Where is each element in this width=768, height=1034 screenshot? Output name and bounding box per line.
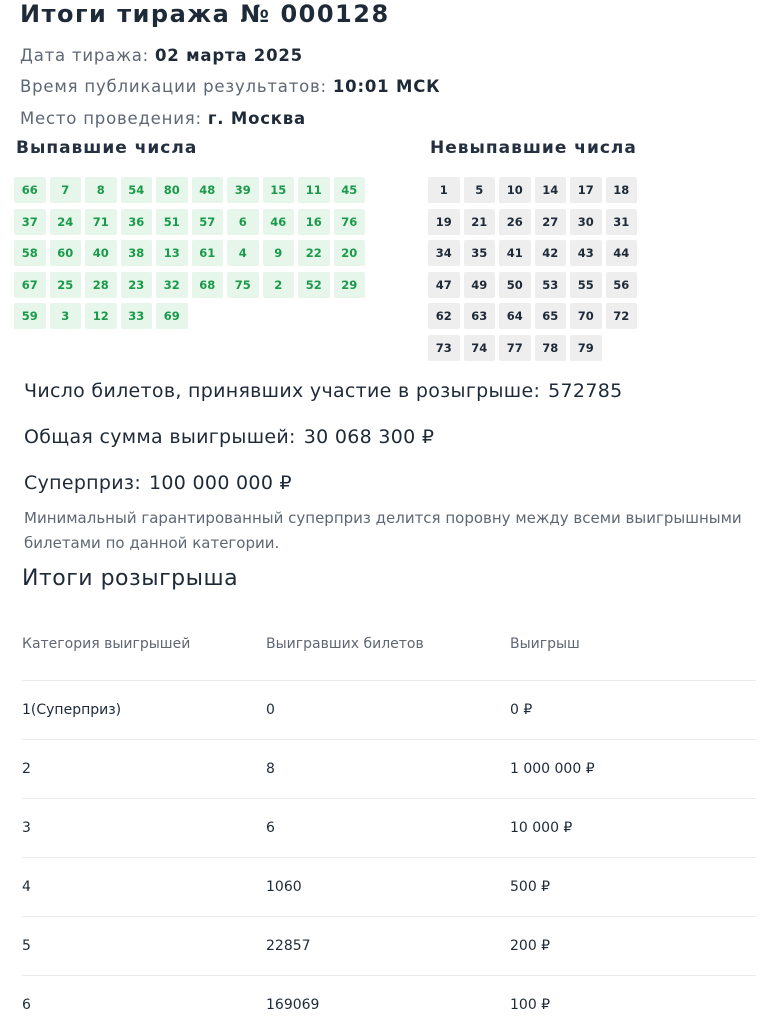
drawn-number-cell: 71 — [85, 209, 117, 235]
drawn-number-cell: 8 — [85, 177, 117, 203]
row-category: 2 — [22, 761, 31, 777]
undrawn-number-cell: 73 — [428, 335, 460, 361]
drawn-number-cell: 57 — [192, 209, 224, 235]
drawn-number-cell: 16 — [298, 209, 330, 235]
drawn-number-cell: 38 — [121, 240, 153, 266]
undrawn-number-cell: 41 — [499, 240, 531, 266]
undrawn-number-cell: 35 — [464, 240, 496, 266]
drawn-number-cell: 58 — [14, 240, 46, 266]
table-row — [0, 975, 768, 1034]
undrawn-number-cell: 18 — [606, 177, 638, 203]
publish-time-value: 10:01 МСК — [332, 77, 441, 96]
publish-time-label: Время публикации результатов: — [20, 77, 327, 96]
drawn-number-cell: 12 — [85, 303, 117, 329]
drawn-numbers-heading: Выпавшие числа — [16, 138, 198, 158]
undrawn-number-cell: 56 — [606, 272, 638, 298]
drawn-number-cell: 4 — [227, 240, 259, 266]
table-row — [0, 680, 768, 739]
undrawn-number-cell: 26 — [499, 209, 531, 235]
drawn-number-cell: 68 — [192, 272, 224, 298]
column-header-category: Категория выигрышей — [22, 636, 191, 652]
results-table-header — [0, 636, 768, 662]
undrawn-number-cell: 53 — [535, 272, 567, 298]
drawn-number-cell: 80 — [156, 177, 188, 203]
page-title: Итоги тиража № 000128 — [20, 0, 390, 28]
row-divider — [22, 916, 756, 917]
undrawn-number-cell: 43 — [570, 240, 602, 266]
undrawn-number-cell: 63 — [464, 303, 496, 329]
row-prize: 1 000 000 ₽ — [510, 761, 595, 777]
row-divider — [22, 857, 756, 858]
undrawn-number-cell: 64 — [499, 303, 531, 329]
undrawn-number-cell: 21 — [464, 209, 496, 235]
row-prize: 100 ₽ — [510, 997, 551, 1013]
undrawn-number-cell: 55 — [570, 272, 602, 298]
superprize-value: 100 000 000 ₽ — [149, 472, 292, 494]
undrawn-number-cell: 70 — [570, 303, 602, 329]
undrawn-number-cell: 77 — [499, 335, 531, 361]
drawn-number-cell: 36 — [121, 209, 153, 235]
drawn-number-cell: 7 — [50, 177, 82, 203]
drawn-number-cell: 13 — [156, 240, 188, 266]
drawn-number-cell: 76 — [334, 209, 366, 235]
row-prize: 500 ₽ — [510, 879, 551, 895]
drawn-number-cell: 32 — [156, 272, 188, 298]
undrawn-numbers-heading: Невыпавшие числа — [430, 138, 637, 158]
drawn-number-cell: 69 — [156, 303, 188, 329]
draw-place — [20, 109, 306, 128]
row-winners: 169069 — [266, 997, 320, 1013]
undrawn-number-cell: 17 — [570, 177, 602, 203]
undrawn-number-cell: 34 — [428, 240, 460, 266]
drawn-number-cell: 15 — [263, 177, 295, 203]
row-category: 1(Суперприз) — [22, 702, 122, 718]
drawn-number-cell: 40 — [85, 240, 117, 266]
undrawn-number-cell: 74 — [464, 335, 496, 361]
draw-date-label: Дата тиража: — [20, 46, 150, 65]
table-row — [0, 916, 768, 975]
drawn-number-cell: 29 — [334, 272, 366, 298]
column-header-winners: Выигравших билетов — [266, 636, 424, 652]
undrawn-number-cell: 31 — [606, 209, 638, 235]
drawn-numbers-grid — [14, 177, 365, 329]
row-category: 4 — [22, 879, 31, 895]
drawn-number-cell: 39 — [227, 177, 259, 203]
column-header-prize: Выигрыш — [510, 636, 580, 652]
drawn-number-cell: 66 — [14, 177, 46, 203]
drawn-number-cell: 23 — [121, 272, 153, 298]
undrawn-number-cell: 50 — [499, 272, 531, 298]
draw-date — [20, 46, 303, 65]
drawn-number-cell: 46 — [263, 209, 295, 235]
superprize-label: Суперприз: — [24, 472, 142, 494]
row-winners: 6 — [266, 820, 275, 836]
drawn-number-cell: 6 — [227, 209, 259, 235]
total-winnings-value: 30 068 300 ₽ — [303, 426, 435, 448]
undrawn-number-cell: 27 — [535, 209, 567, 235]
undrawn-number-cell: 5 — [464, 177, 496, 203]
drawn-number-cell: 9 — [263, 240, 295, 266]
results-heading: Итоги розыгрыша — [22, 566, 239, 591]
table-row — [0, 739, 768, 798]
tickets-count-label: Число билетов, принявших участие в розыгрыше: — [24, 380, 541, 402]
row-divider — [22, 739, 756, 740]
undrawn-number-cell: 72 — [606, 303, 638, 329]
drawn-number-cell: 2 — [263, 272, 295, 298]
superprize — [24, 472, 292, 494]
drawn-number-cell: 33 — [121, 303, 153, 329]
superprize-note: Минимальный гарантированный суперприз делится поровну между всеми выигрышными билетами по данной категории. — [24, 509, 742, 552]
row-prize: 200 ₽ — [510, 938, 551, 954]
drawn-number-cell: 22 — [298, 240, 330, 266]
drawn-number-cell: 61 — [192, 240, 224, 266]
total-winnings — [24, 426, 434, 448]
drawn-number-cell: 75 — [227, 272, 259, 298]
table-row — [0, 857, 768, 916]
drawn-number-cell: 48 — [192, 177, 224, 203]
undrawn-number-cell: 47 — [428, 272, 460, 298]
row-category: 3 — [22, 820, 31, 836]
row-divider — [22, 680, 756, 681]
undrawn-number-cell: 19 — [428, 209, 460, 235]
drawn-number-cell: 59 — [14, 303, 46, 329]
undrawn-number-cell: 62 — [428, 303, 460, 329]
drawn-number-cell: 52 — [298, 272, 330, 298]
drawn-number-cell: 67 — [14, 272, 46, 298]
table-row — [0, 798, 768, 857]
draw-date-value: 02 марта 2025 — [155, 46, 303, 65]
row-prize: 10 000 ₽ — [510, 820, 573, 836]
undrawn-number-cell: 30 — [570, 209, 602, 235]
drawn-number-cell: 51 — [156, 209, 188, 235]
drawn-number-cell: 28 — [85, 272, 117, 298]
drawn-number-cell: 20 — [334, 240, 366, 266]
undrawn-number-cell: 14 — [535, 177, 567, 203]
drawn-number-cell: 24 — [50, 209, 82, 235]
undrawn-number-cell: 78 — [535, 335, 567, 361]
drawn-number-cell: 45 — [334, 177, 366, 203]
drawn-number-cell: 54 — [121, 177, 153, 203]
row-winners: 22857 — [266, 938, 311, 954]
publish-time — [20, 77, 440, 96]
undrawn-number-cell: 65 — [535, 303, 567, 329]
undrawn-number-cell: 1 — [428, 177, 460, 203]
draw-place-value: г. Москва — [207, 109, 306, 128]
row-category: 5 — [22, 938, 31, 954]
drawn-number-cell: 11 — [298, 177, 330, 203]
row-category: 6 — [22, 997, 31, 1013]
drawn-number-cell: 3 — [50, 303, 82, 329]
drawn-number-cell: 37 — [14, 209, 46, 235]
tickets-count-value: 572785 — [548, 380, 623, 402]
undrawn-number-cell: 42 — [535, 240, 567, 266]
undrawn-number-cell: 44 — [606, 240, 638, 266]
undrawn-number-cell: 79 — [570, 335, 602, 361]
row-divider — [22, 798, 756, 799]
row-winners: 0 — [266, 702, 275, 718]
drawn-number-cell: 60 — [50, 240, 82, 266]
row-prize: 0 ₽ — [510, 702, 533, 718]
row-winners: 1060 — [266, 879, 302, 895]
tickets-count — [24, 380, 623, 402]
draw-place-label: Место проведения: — [20, 109, 202, 128]
total-winnings-label: Общая сумма выигрышей: — [24, 426, 296, 448]
row-winners: 8 — [266, 761, 275, 777]
row-divider — [22, 975, 756, 976]
drawn-number-cell: 25 — [50, 272, 82, 298]
undrawn-numbers-grid — [428, 177, 637, 361]
undrawn-number-cell: 49 — [464, 272, 496, 298]
undrawn-number-cell: 10 — [499, 177, 531, 203]
